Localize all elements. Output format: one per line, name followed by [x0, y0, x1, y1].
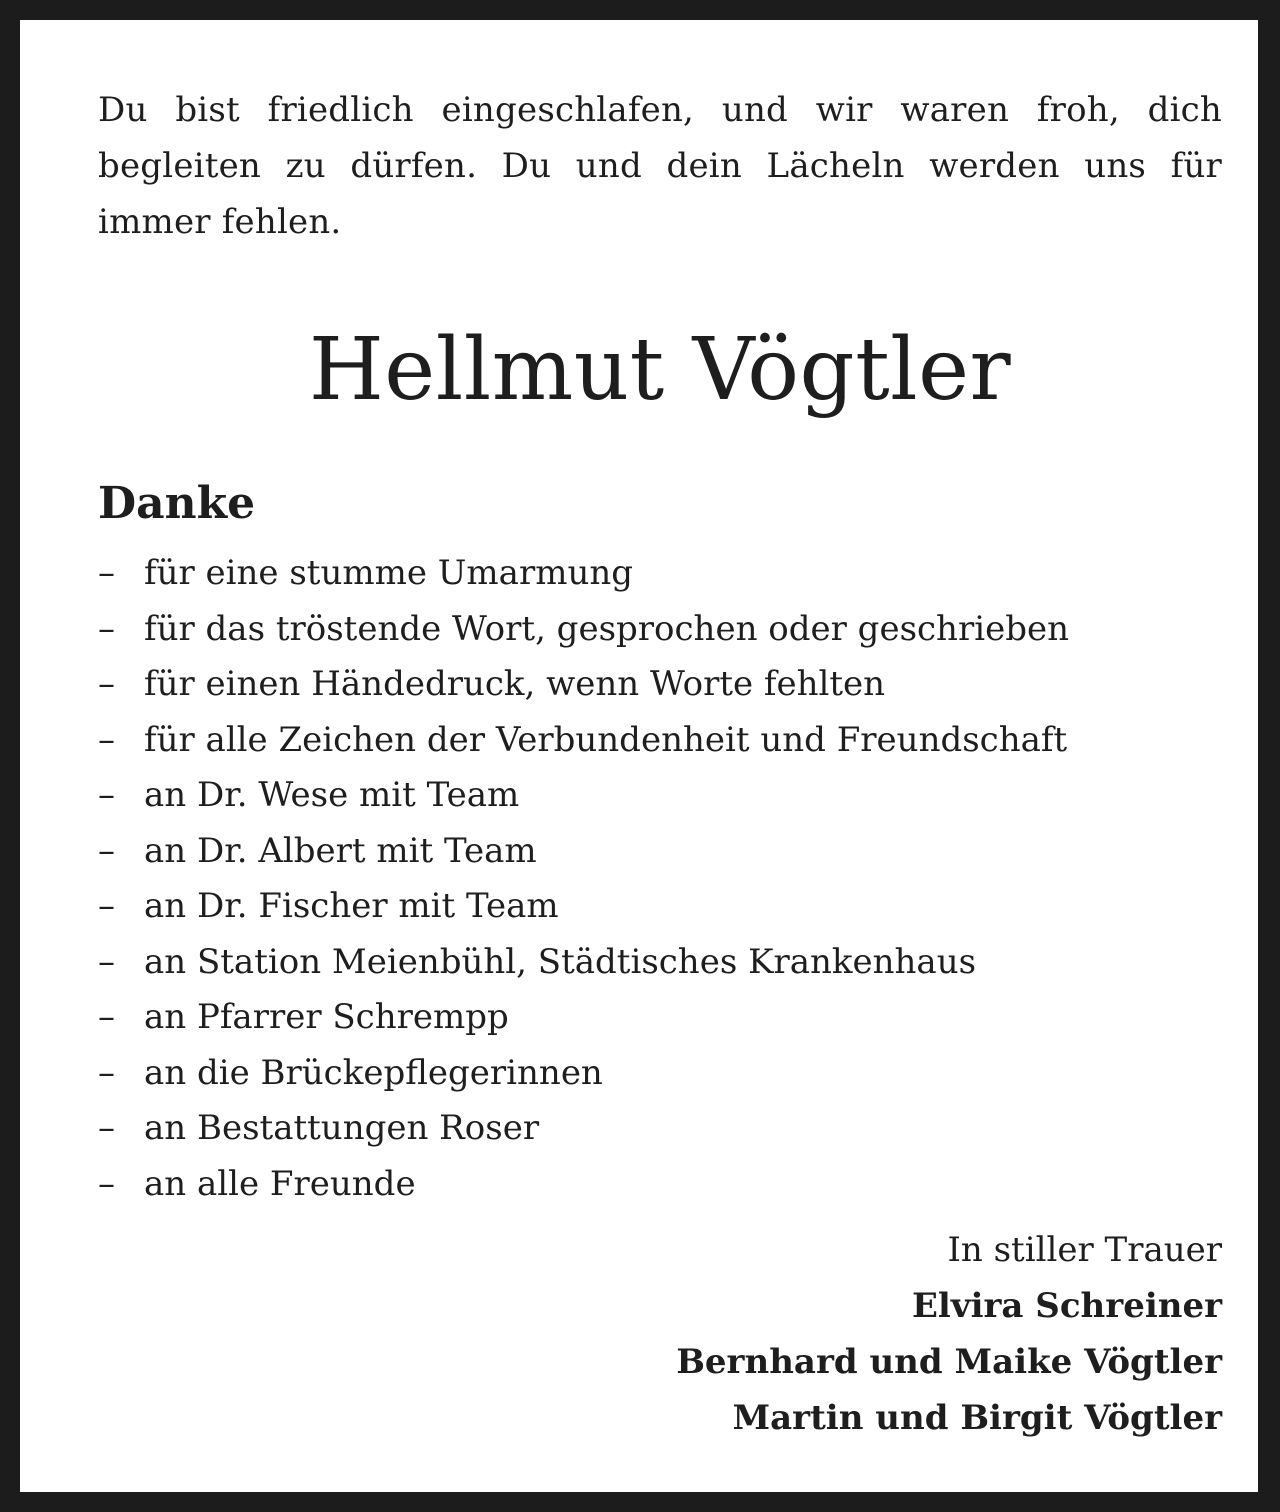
closing-phrase: In stiller Trauer: [947, 1230, 1222, 1270]
list-item: [98, 1101, 1222, 1157]
list-item-text: an Dr. Albert mit Team: [144, 830, 537, 871]
list-item: [98, 935, 1222, 991]
list-item: [98, 602, 1222, 658]
list-item-text: an die Brückepflegerinnen: [144, 1052, 603, 1093]
list-item-text: an alle Freunde: [144, 1163, 416, 1204]
list-item-text: an Dr. Fischer mit Team: [144, 886, 559, 926]
list-item-text: für einen Händedruck, wenn Worte fehlten: [144, 664, 886, 704]
dash-mark: –: [98, 830, 115, 871]
list-item: [98, 657, 1222, 713]
dash-mark: –: [98, 886, 115, 926]
dash-mark: –: [98, 664, 115, 704]
dash-mark: –: [98, 1163, 115, 1204]
list-item: [98, 990, 1222, 1046]
list-item: [98, 768, 1222, 824]
intro-text: Du bist friedlich eingeschlafen, und wir waren froh, dich begleiten zu dürfen. Du und dein Lächeln werden uns für immer fehlen.: [98, 90, 1222, 242]
dash-mark: –: [98, 1052, 115, 1093]
list-item: [98, 879, 1222, 935]
list-item-text: für das tröstende Wort, gesprochen oder geschrieben: [144, 608, 1069, 649]
dash-mark: –: [98, 719, 115, 760]
list-item: [98, 824, 1222, 880]
thanks-list: [98, 546, 1222, 1212]
list-item-text: an Dr. Wese mit Team: [144, 775, 520, 815]
thanks-heading: Danke: [98, 478, 256, 529]
list-item: [98, 546, 1222, 602]
list-item-text: für alle Zeichen der Verbundenheit und Freundschaft: [144, 719, 1068, 760]
list-item-text: an Station Meienbühl, Städtisches Krankenhaus: [144, 941, 977, 982]
dash-mark: –: [98, 775, 115, 815]
dash-mark: –: [98, 1108, 115, 1148]
list-item: [98, 1046, 1222, 1102]
signatory-name: Martin und Birgit Vögtler: [732, 1398, 1222, 1438]
closing-signature: [98, 1222, 1222, 1446]
signatory-name: Elvira Schreiner: [912, 1286, 1222, 1326]
list-item-text: an Bestattungen Roser: [144, 1108, 540, 1148]
dash-mark: –: [98, 553, 115, 593]
deceased-name: Hellmut Vögtler: [308, 320, 1012, 420]
notice-content: [98, 82, 1222, 1446]
dash-mark: –: [98, 997, 115, 1037]
dash-mark: –: [98, 941, 115, 982]
list-item: [98, 713, 1222, 769]
signatory-name: Bernhard und Maike Vögtler: [676, 1342, 1222, 1382]
list-item-text: an Pfarrer Schrempp: [144, 997, 509, 1037]
list-item: [98, 1157, 1222, 1213]
list-item-text: für eine stumme Umarmung: [144, 553, 633, 593]
dash-mark: –: [98, 608, 115, 649]
